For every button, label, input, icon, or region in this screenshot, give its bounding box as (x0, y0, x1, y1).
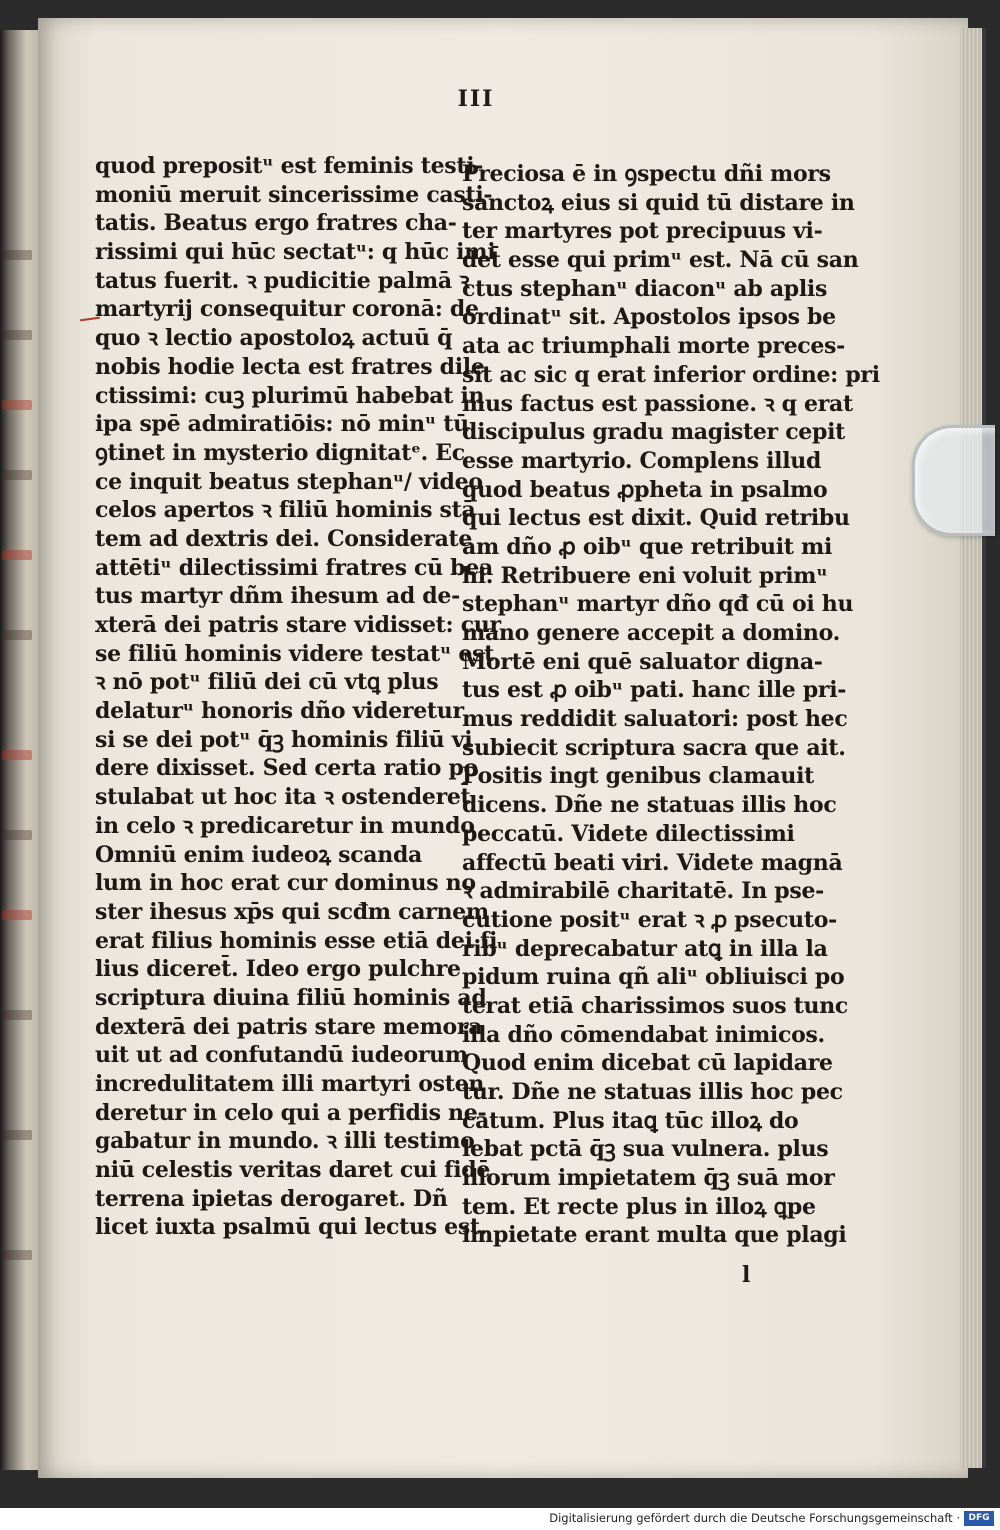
adjacent-text-trace (2, 630, 32, 640)
text-line: cutione positᵘ erat ꝛ ꝓ psecuto- (462, 906, 837, 933)
text-line: tatis. Beatus ergo fratres cha- (95, 210, 457, 237)
text-line: stephanᵘ martyr dño qđ cū oi hu (462, 591, 854, 618)
text-line: illa dño cōmendabat inimicos. (462, 1021, 825, 1048)
text-line: ribᵘ deprecabatur atꝗ in illa la (462, 935, 828, 962)
text-line: stulabat ut hoc ita ꝛ ostenderet̄ (95, 784, 471, 811)
text-line: erat filius hominis esse etiā dei fi (95, 927, 498, 954)
text-line: Mortē eni quē saluator digna- (462, 648, 823, 675)
text-line: si se dei potᵘ q̄ꝫ hominis filiū vi (95, 726, 473, 753)
text-line: ꝯtinet in mysterio dignitatᵉ. Ec (95, 439, 465, 466)
text-line: attētiᵘ dilectissimi fratres cū bea (95, 554, 493, 581)
text-line: quod beatus ꝓpheta in psalmo (462, 476, 828, 503)
text-line: Preciosa ē in ꝯspectu dñi mors (462, 161, 831, 187)
text-column-right (462, 160, 880, 1250)
text-line: ꝛ admirabilē charitatē. In pse- (462, 878, 824, 905)
text-line: mano genere accepit a domino. (462, 620, 840, 646)
text-line: niū celestis veritas daret cui fidē (95, 1157, 491, 1184)
text-line: ꝛ nō potᵘ filiū dei cū vtꝗ plus (95, 669, 439, 696)
adjacent-text-trace (2, 330, 32, 340)
text-line: delaturᵘ honoris dño videretur (95, 698, 464, 725)
text-line: lum in hoc erat cur dominus no (95, 870, 476, 897)
text-line: am dño ꝓ oibᵘ que retribuit mi (462, 533, 833, 560)
text-line: mus factus est passione. ꝛ q erat (462, 390, 853, 417)
text-line: Omniū enim iudeoꝝ scanda (95, 841, 422, 868)
text-line: ctissimi: cuꝫ plurimū habebat in (95, 382, 485, 409)
text-line: qui lectus est dixit. Quid retribu (462, 505, 850, 532)
adjacent-rubric-trace (2, 400, 32, 410)
text-line: esse martyrio. Complens illud (462, 447, 822, 474)
text-line: terat etiā charissimos suos tunc (462, 992, 849, 1019)
text-line: pidum ruina qñ aliᵘ obliuisci po (462, 964, 845, 991)
text-line: tatus fuerit. ꝛ pudicitie palmā ꝛ (95, 267, 470, 294)
text-line: quo ꝛ lectio apostoloꝝ actuū q̄ (95, 325, 453, 352)
adjacent-text-trace (2, 1010, 32, 1020)
catchword: l (742, 1262, 751, 1288)
text-line: catum. Plus itaꝗ tūc illoꝝ do (462, 1107, 799, 1134)
text-line: in celo ꝛ predicaretur in mundo (95, 812, 475, 839)
text-line: subiecit scriptura sacra que ait. (462, 734, 846, 761)
text-line: moniū meruit sincerissime casti- (95, 181, 493, 208)
text-line: Quod enim dicebat cū lapidare (462, 1050, 833, 1077)
text-line: dere dixisset. Sed certa ratio po (95, 755, 478, 782)
text-line: nobis hodie lecta est fratres dile (95, 353, 485, 380)
text-line: incredulitatem illi martyri osten (95, 1071, 485, 1097)
adjacent-rubric-trace (2, 910, 32, 920)
text-line: ipa spē admiratiōis: nō minᵘ tū (95, 411, 469, 438)
text-line: peccatū. Videte dilectissimi (462, 820, 795, 847)
folio-number: III (457, 86, 495, 112)
adjacent-text-trace (2, 830, 32, 840)
text-line: affectū beati viri. Videte magnā (462, 849, 843, 876)
text-line: dicens. Dñe ne statuas illis hoc (462, 792, 837, 819)
text-line: rissimi qui hūc sectatᵘ: q hūc imi (95, 239, 496, 266)
dfg-logo-badge: DFG (964, 1511, 994, 1526)
text-line: terrena ipietas derogaret. Dñ (95, 1185, 448, 1212)
adjacent-text-trace (2, 470, 32, 480)
text-line: tus est ꝓ oibᵘ pati. hanc ille pri- (462, 677, 847, 704)
text-line: ce inquit beatus stephanᵘ/ video (95, 468, 483, 495)
text-line: discipulus gradu magister cepit (462, 419, 845, 446)
text-line: tus martyr dñm ihesum ad de- (95, 583, 460, 610)
text-line: xterā dei patris stare vidisset: cur (95, 612, 501, 638)
text-column-left (95, 152, 501, 1242)
text-line: sit ac sic q erat inferior ordine: pri (462, 361, 880, 388)
adjacent-rubric-trace (2, 550, 32, 560)
adjacent-rubric-trace (2, 750, 32, 760)
text-line: illorum impietatem q̄ꝫ suā mor (462, 1165, 835, 1192)
text-line: tem ad dextris dei. Considerate (95, 525, 473, 552)
adjacent-text-trace (2, 250, 32, 260)
text-line: ctus stephanᵘ diaconᵘ ab aplis (462, 275, 828, 302)
text-line: hi. Retribuere eni voluit primᵘ (462, 562, 828, 589)
text-line: det̄ esse qui primᵘ est. Nā cū san (462, 247, 859, 274)
text-line: impietate erant multa que plagi (462, 1222, 847, 1249)
funding-credit: Digitalisierung gefördert durch die Deutsche Forschungsgemeinschaft · (549, 1511, 960, 1525)
text-line: celos apertos ꝛ filiū hominis stā (95, 497, 476, 524)
text-line: dexterā dei patris stare memora (95, 1013, 483, 1040)
text-line: licet iuxta psalmū qui lectus est. (95, 1214, 488, 1241)
text-line: ster ihesus xp̄s qui scđm carnem (95, 898, 489, 925)
text-line: scriptura diuina filiū hominis ad (95, 984, 487, 1011)
text-line: ter martyres pot precipuus vi- (462, 218, 823, 245)
text-line: tem. Et recte plus in illoꝝ ꝗpe (462, 1193, 816, 1220)
text-line: sanctoꝝ eius si quid tū distare in (462, 189, 855, 216)
text-line: mus reddidit saluatori: post hec (462, 706, 848, 733)
text-line: Positis ingt genibus clamauit (462, 763, 815, 790)
text-line: lius diceret̄. Ideo ergo pulchre (95, 956, 461, 983)
text-line: se filiū hominis videre testatᵘ est (95, 640, 494, 667)
text-line: quod prepositᵘ est feminis testi- (95, 153, 484, 179)
text-line: tur. Dñe ne statuas illis hoc pec (462, 1079, 843, 1105)
text-line: gabatur in mundo. ꝛ illi testimo (95, 1128, 475, 1155)
page-block-edges (960, 28, 986, 1468)
text-line: uit ut ad confutandū iudeorum (95, 1042, 468, 1069)
text-line: martyrij consequitur coronā: de (95, 296, 479, 323)
text-line: ordinatᵘ sit. Apostolos ipsos be (462, 304, 836, 331)
text-line: deretur in celo qui a perfidis ne- (95, 1099, 487, 1126)
adjacent-text-trace (2, 1250, 32, 1260)
page-clip (912, 425, 995, 536)
text-line: ata ac triumphali morte preces- (462, 333, 845, 360)
adjacent-text-trace (2, 1130, 32, 1140)
text-line: lebat pctā q̄ꝫ sua vulnera. plus (462, 1136, 829, 1163)
